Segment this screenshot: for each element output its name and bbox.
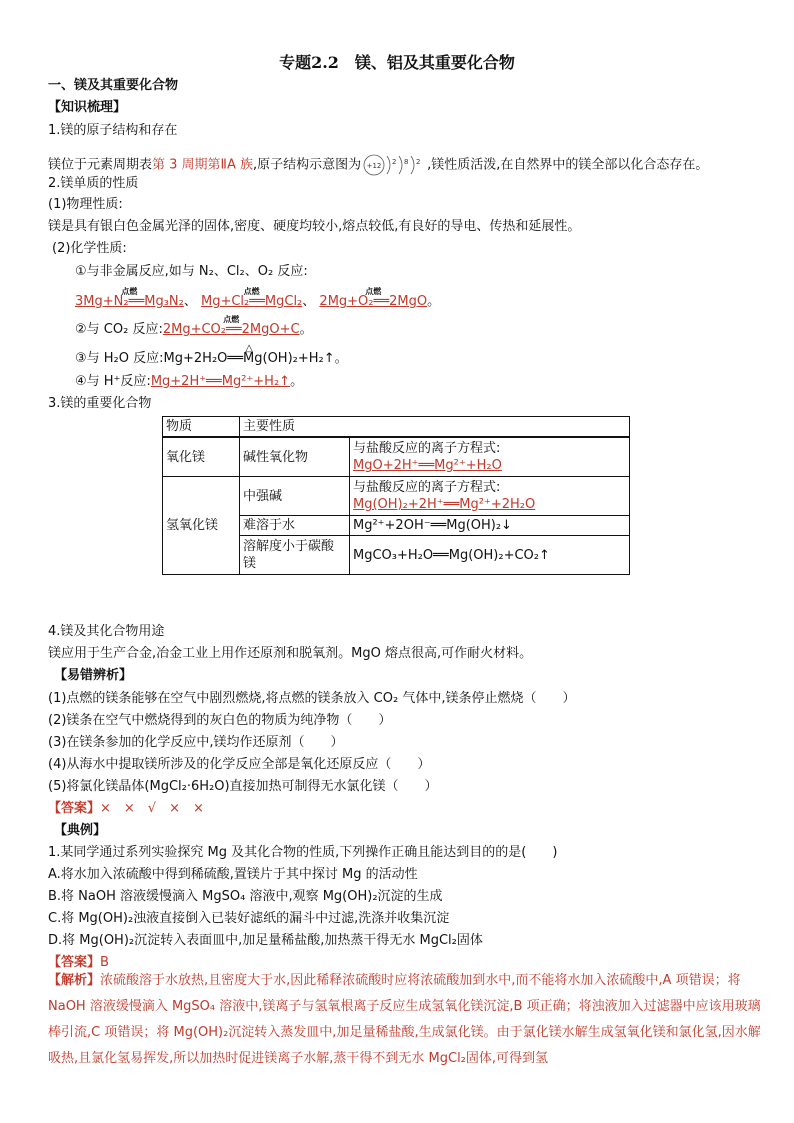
answer-label: 【答案】 xyxy=(48,955,101,970)
option-item: D.将 Mg(OH)₂沉淀转入表面皿中,加足量稀盐酸,加热蒸干得无水 MgCl₂固体 xyxy=(48,933,483,948)
p1-text-b: ,原子结构示意图为 xyxy=(252,157,362,173)
equation-mg-n2: 点燃 3Mg+N₂══Mg₃N₂ xyxy=(75,293,184,311)
p1-text-c: ,镁性质活泼,在自然界中的镁全部以化合态存在。 xyxy=(427,157,709,173)
condition-ignite: 点燃 xyxy=(365,287,382,296)
p3-heading: 3.镁的重要化合物 xyxy=(48,396,152,411)
chem3-line: ③与 H₂O 反应: △ Mg+2H₂O══Mg(OH)₂+H₂↑。 xyxy=(75,350,764,368)
table-header-cell: 主要性质 xyxy=(240,417,630,438)
analysis-paragraph xyxy=(48,968,764,1072)
table-cell: 难溶于水 xyxy=(240,516,350,536)
p1-heading: 1.镁的原子结构和存在 xyxy=(48,123,178,138)
chem1-equations: 点燃 3Mg+N₂══Mg₃N₂、 点燃 Mg+Cl₂══MgCl₂、 点燃 2Mg+O₂══2MgO。 xyxy=(75,293,764,311)
p2-phys-heading: (1)物理性质: xyxy=(48,197,123,212)
question: 1.某同学通过系列实验探究 Mg 及其化合物的性质,下列操作正确且能达到目的的是( ) xyxy=(48,845,558,860)
condition-ignite: 点燃 xyxy=(243,287,260,296)
condition-ignite: 点燃 xyxy=(223,315,240,324)
chem2-label: ②与 CO₂ 反应: xyxy=(75,322,163,337)
table-cell-desc: 与盐酸反应的离子方程式: xyxy=(353,441,501,456)
table-row xyxy=(163,477,630,516)
table-cell: 中强碱 xyxy=(240,477,350,516)
p2-heading: 2.镁单质的性质 xyxy=(48,176,139,191)
p4-heading: 4.镁及其化合物用途 xyxy=(48,624,165,639)
answer-label: 【答案】 xyxy=(48,801,101,816)
atom-nucleus: +12 xyxy=(366,162,382,170)
mistake-item: (5)将氯化镁晶体(MgCl₂·6H₂O)直接加热可制得无水氯化镁（ ） xyxy=(48,779,438,794)
atom-shell-2: 8 xyxy=(404,158,409,166)
table-cell: 氧化镁 xyxy=(163,437,240,477)
mistake-header: 【易错辨析】 xyxy=(54,668,133,683)
analysis-label: 【解析】 xyxy=(48,973,101,988)
chem4-line: ④与 H⁺反应:Mg+2H⁺══Mg²⁺+H₂↑。 xyxy=(75,374,304,389)
p2-phys-text: 镁是具有银白色金属光泽的固体,密度、硬度均较小,熔点较低,有良好的导电、传热和延展性。 xyxy=(48,219,581,234)
p4-text: 镁应用于生产合金,冶金工业上用作还原剂和脱氧剂。MgO 熔点很高,可作耐火材料。 xyxy=(48,646,533,661)
answer-value: B xyxy=(100,955,109,970)
section-heading: 一、镁及其重要化合物 xyxy=(48,78,179,93)
table-cell-desc: 与盐酸反应的离子方程式: xyxy=(353,480,501,495)
table-equation: MgO+2H⁺══Mg²⁺+H₂O xyxy=(353,458,502,473)
table-row xyxy=(163,437,630,477)
chem1-label: ①与非金属反应,如与 N₂、Cl₂、O₂ 反应: xyxy=(75,264,308,279)
atom-shell-1: 2 xyxy=(392,158,397,166)
knowledge-header: 【知识梳理】 xyxy=(48,100,127,115)
equation-mg-co2: 点燃 2Mg+CO₂══2MgO+C xyxy=(163,321,300,339)
table-cell: 碱性氧化物 xyxy=(240,437,350,477)
mistake-item: (4)从海水中提取镁所涉及的化学反应全部是氧化还原反应（ ） xyxy=(48,757,431,772)
equation-mg-o2: 点燃 2Mg+O₂══2MgO xyxy=(319,293,427,311)
mistake-item: (2)镁条在空气中燃烧得到的灰白色的物质为纯净物（ ） xyxy=(48,713,392,728)
equation-mg-h2o: △ Mg+2H₂O══Mg(OH)₂+H₂↑ xyxy=(164,350,335,368)
chem4-label: ④与 H⁺反应: xyxy=(75,374,151,389)
mistake-item: (1)点燃的镁条能够在空气中剧烈燃烧,将点燃的镁条放入 CO₂ 气体中,镁条停止燃烧（ ） xyxy=(48,691,576,706)
equation-mg-h: Mg+2H⁺══Mg²⁺+H₂↑ xyxy=(150,374,291,389)
period-group: 第 3 周期第ⅡA 族 xyxy=(152,157,253,173)
table-header-row xyxy=(163,417,630,438)
example-header: 【典例】 xyxy=(54,823,107,838)
compounds-table xyxy=(162,416,630,575)
atom-shell-3: 2 xyxy=(416,158,421,166)
table-cell xyxy=(350,477,630,516)
chem2-line: ②与 CO₂ 反应: 点燃 2Mg+CO₂══2MgO+C。 xyxy=(75,321,764,339)
table-header-cell: 物质 xyxy=(163,417,240,438)
option-item: B.将 NaOH 溶液缓慢滴入 MgSO₄ 溶液中,观察 Mg(OH)₂沉淀的生成 xyxy=(48,889,443,904)
table-cell: Mg²⁺+2OH⁻══Mg(OH)₂↓ xyxy=(350,516,630,536)
table-cell: 氢氧化镁 xyxy=(163,477,240,575)
option-item: C.将 Mg(OH)₂浊液直接倒入已装好滤纸的漏斗中过滤,洗涤并收集沉淀 xyxy=(48,911,450,926)
table-cell: MgCO₃+H₂O══Mg(OH)₂+CO₂↑ xyxy=(350,536,630,575)
table-cell: 溶解度小于碳酸镁 xyxy=(240,536,350,575)
answer-value: × × √ × × xyxy=(100,801,204,816)
analysis-text: 浓硫酸溶于水放热,且密度大于水,因此稀释浓硫酸时应将浓硫酸加到水中,而不能将水加入浓硫酸中,A 项错误；将 NaOH 溶液缓慢滴入 MgSO₄ 溶液中,镁离子与氢氧根离子反应生成氢氧化镁沉淀,B 项正确；将浊液加入过滤器中应该用玻璃棒引流,C 项错误；将 Mg(OH)₂沉淀转入蒸发皿中,加足量稀盐酸,生成氯化镁。由于氯化镁水解生成氢氧化镁和氯化氢,因水解吸热,且氯化氢易挥发,所以加热时促进镁离子水解,蒸干得不到无水 MgCl₂固体,可得到氢 xyxy=(48,973,761,1066)
page-title: 专题2.2 镁、铝及其重要化合物 xyxy=(279,53,515,72)
condition-ignite: 点燃 xyxy=(121,287,138,296)
option-item: A.将水加入浓硫酸中得到稀硫酸,置镁片于其中探讨 Mg 的活动性 xyxy=(48,867,418,882)
mistake-item: (3)在镁条参加的化学反应中,镁均作还原剂（ ） xyxy=(48,735,344,750)
p2-chem-heading: (2)化学性质: xyxy=(52,241,127,256)
answer-line xyxy=(48,800,764,818)
equation-mg-cl2: 点燃 Mg+Cl₂══MgCl₂ xyxy=(201,293,302,311)
condition-heat: △ xyxy=(245,343,253,354)
chem3-label: ③与 H₂O 反应: xyxy=(75,351,164,366)
p1-text-a: 镁位于元素周期表 xyxy=(48,157,153,173)
table-equation: Mg(OH)₂+2H⁺══Mg²⁺+2H₂O xyxy=(353,497,536,512)
table-cell xyxy=(350,437,630,477)
